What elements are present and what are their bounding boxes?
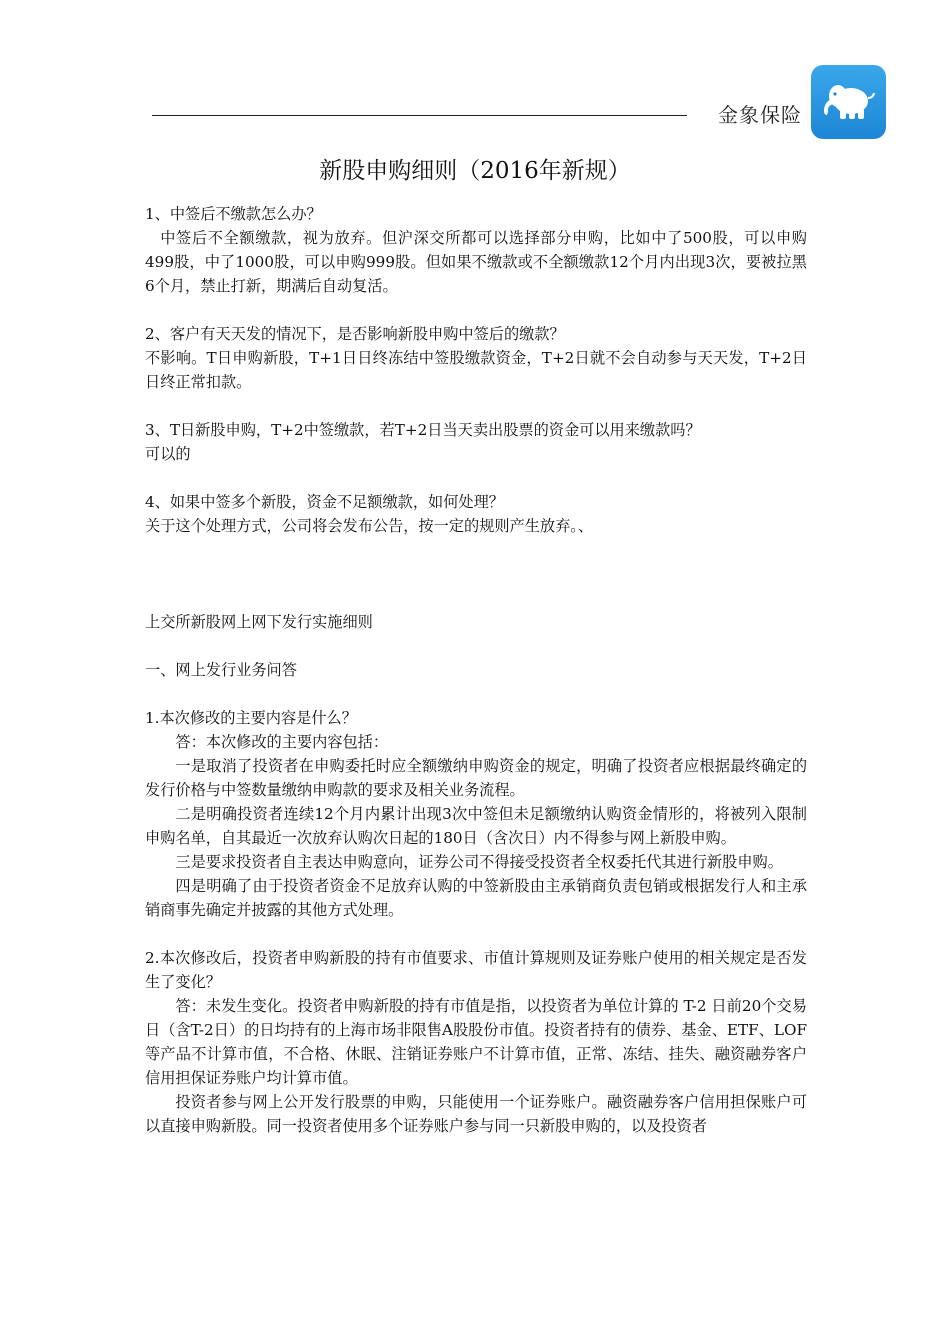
section-question-1: 1.本次修改的主要内容是什么？ xyxy=(145,709,357,727)
question-1: 1、中签后不缴款怎么办？ xyxy=(145,205,322,223)
question-3: 3、T日新股申购，T+2中签缴款，若T+2日当天卖出股票的资金可以用来缴款吗？ xyxy=(145,421,701,439)
brand-name: 金象保险 xyxy=(718,103,802,127)
brand-logo xyxy=(811,65,886,139)
section-point-2: 二是明确投资者连续12个月内累计出现3次中签但未足额缴纳认购资金情形的，将被列入限制申购名单，自其最近一次放弃认购次日起的180日（含次日）内不得参与网上新股申购。 xyxy=(145,805,807,847)
section-subheading: 一、网上发行业务问答 xyxy=(145,661,297,679)
section-answer-2a: 答：未发生变化。投资者申购新股的持有市值是指，以投资者为单位计算的 T-2 日前20个交易日（含T-2日）的日均持有的上海市场非限售A股股份市值。投资者持有的债券、基金、ETF、LOF等产品不计算市值，不合格、休眠、注销证券账户不计算市值，正常、冻结、挂失、融资融券客户信用担保证券账户均计算市值。 xyxy=(145,997,807,1087)
section-point-1: 一是取消了投资者在申购委托时应全额缴纳申购资金的规定，明确了投资者应根据最终确定的发行价格与中签数量缴纳申购款的要求及相关业务流程。 xyxy=(145,757,807,799)
section-point-3: 三是要求投资者自主表达申购意向，证券公司不得接受投资者全权委托代其进行新股申购。 xyxy=(175,853,783,871)
question-4: 4、如果中签多个新股，资金不足额缴款，如何处理？ xyxy=(145,493,504,511)
answer-2: 不影响。T日申购新股，T+1日日终冻结中签股缴款资金，T+2日就不会自动参与天天发，T+2日日终正常扣款。 xyxy=(145,349,807,391)
document-title: 新股申购细则（2016年新规） xyxy=(319,158,631,184)
section-question-2: 2.本次修改后，投资者申购新股的持有市值要求、市值计算规则及证券账户使用的相关规定是否发生了变化？ xyxy=(145,949,807,991)
section-answer-2b: 投资者参与网上公开发行股票的申购，只能使用一个证券账户。融资融券客户信用担保账户可以直接申购新股。同一投资者使用多个证券账户参与同一只新股申购的，以及投资者 xyxy=(145,1093,807,1135)
answer-1: 中签后不全额缴款，视为放弃。但沪深交所都可以选择部分申购，比如中了500股，可以申购499股，中了1000股，可以申购999股。但如果不缴款或不全额缴款12个月内出现3次，要被拉黑6个月，禁止打新，期满后自动复活。 xyxy=(145,229,807,295)
section-heading: 上交所新股网上网下发行实施细则 xyxy=(145,613,373,631)
section-point-4: 四是明确了由于投资者资金不足放弃认购的中签新股由主承销商负责包销或根据发行人和主承销商事先确定并披露的其他方式处理。 xyxy=(145,877,807,919)
answer-3: 可以的 xyxy=(145,445,191,463)
section-answer-intro: 答：本次修改的主要内容包括： xyxy=(175,733,389,751)
header-rule xyxy=(152,115,687,116)
answer-4: 关于这个处理方式，公司将会发布公告，按一定的规则产生放弃。、 xyxy=(145,517,594,535)
document-body xyxy=(145,202,807,1138)
question-2: 2、客户有天天发的情况下，是否影响新股申购中签后的缴款？ xyxy=(145,325,565,343)
elephant-icon xyxy=(818,79,880,125)
